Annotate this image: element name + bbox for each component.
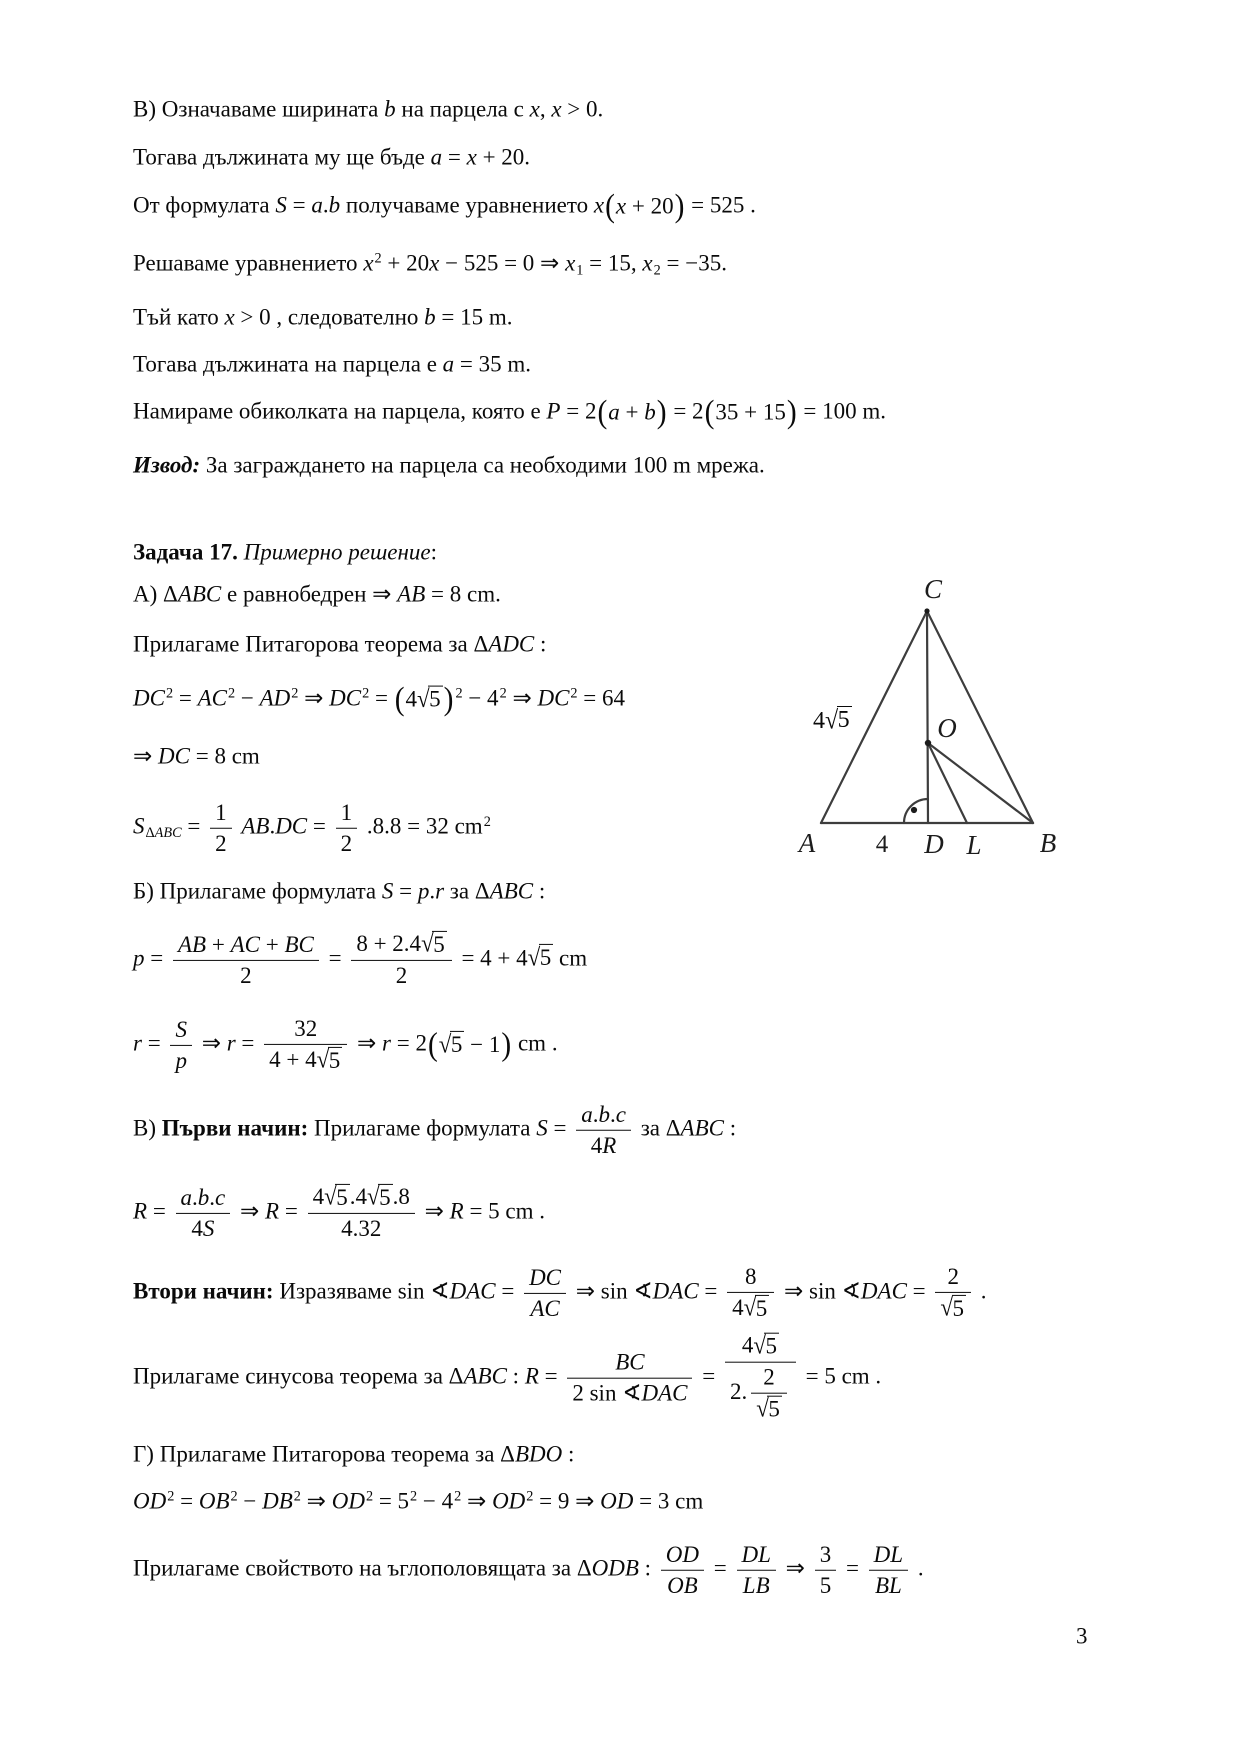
- line-solve-quadratic: Решаваме уравнението $x^2 + 20x - 525 = 0$ ⇒ x1 = 15, x2 = −35.: [133, 250, 727, 279]
- line-formula-equation: От формулата S = a.b получаваме уравнението x ( x + 20 ) = 525 .: [133, 188, 756, 225]
- triangle-diagram: [770, 565, 1100, 865]
- line-area-abc: SΔABC = $\frac{1}{2}$ AB.DC = $\frac{1}{2}$ .8.8 = 32 $cm^2$: [133, 799, 491, 856]
- line-length-expr: Тогава дължината му ще бъде a = x + 20.: [133, 144, 531, 170]
- line-bisector-property: Прилагаме свойството на ъглополовящата за ΔODB : $\frac{OD}{OB}$ = $\frac{DL}{LB}$ ⇒ $\frac{3}{5}$ = $\frac{DL}{BL}$ .: [133, 1541, 924, 1598]
- line-semi-perimeter: p = $\frac{AB + AC + BC}{2}$ = 8 + 2.4 √ 5 2 = 4 + 4 √ 5 cm: [133, 929, 588, 989]
- altitude-cd: [927, 611, 928, 823]
- line-v-first-way: В) Първи начин: Прилагаме формулата S = $\frac{a.b.c}{4R}$ за ΔABC :: [133, 1101, 737, 1158]
- point-c-dot: [924, 608, 929, 613]
- segment-label-4: 4: [875, 831, 889, 858]
- point-label-d: D: [924, 829, 944, 859]
- diagram-label-side-ac: 4 √ 5: [813, 706, 850, 736]
- line-second-way: Втори начин: Изразяваме sin ∢DAC = $\frac{DC}{AC}$ ⇒ sin ∢DAC = 8 4 √ 5 ⇒ sin ∢DAC = 2 √ 5 .: [133, 1263, 987, 1321]
- line-parcel-length: Тогава дължината на парцела е a = 35 m.: [133, 351, 532, 377]
- right-angle-dot: [911, 807, 917, 813]
- vertex-label-a: A: [798, 828, 816, 858]
- line-od-squared: $OD^2 = OB^2 - DB^2$ ⇒ $OD^2 = 5^2 - 4^2$ ⇒ $OD^2 = 9$ ⇒ OD = 3 cm: [133, 1488, 704, 1514]
- line-since-positive: Тъй като x > 0 , следователно b = 15 m.: [133, 304, 513, 330]
- segment-ol: [928, 743, 967, 823]
- page-number: 3: [1076, 1623, 1088, 1649]
- line-inradius: r = $\frac{S}{p}$ ⇒ r = 32 4 + 4 √ 5 ⇒ r = 2 ( √ 5 − 1 ) cm .: [133, 1015, 558, 1073]
- line-dc-squared: $DC^2 = AC^2 - AD^2$ ⇒ $DC^2$ = ( 4 √ 5 ) $^2 - 4^2$ ⇒ $DC^2 = 64$: [133, 681, 626, 718]
- segment-ob: [928, 743, 1033, 823]
- line-task17-heading: Задача 17. Примерно решение:: [133, 539, 438, 565]
- line-conclusion: Извод: За заграждането на парцела са необходими 100 m мрежа.: [133, 452, 765, 478]
- line-g-pythagoras-bdo: Г) Прилагаме Питагорова теорема за ΔBDO :: [133, 1441, 575, 1467]
- vertex-label-c: C: [923, 574, 943, 604]
- line-width-define: В) Означаваме ширината b на парцела с x, x > 0.: [133, 96, 604, 122]
- vertex-label-b: B: [1039, 828, 1057, 858]
- point-o-dot: [925, 740, 931, 746]
- line-circumradius: R = $\frac{a.b.c}{4S}$ ⇒ R = 4 √ 5 .4 √ 5 .8 4.32 ⇒ R = 5 cm .: [133, 1182, 546, 1242]
- line-a-isosceles: А) ΔABC е равнобедрен ⇒ AB = 8 cm.: [133, 581, 501, 607]
- line-perimeter: Намираме обиколката на парцела, която е P = 2 ( a + b ) = 2 ( 35 + 15 ) = 100 m.: [133, 394, 887, 431]
- line-dc-result: ⇒ DC = 8 cm: [133, 743, 260, 769]
- point-label-l: L: [966, 830, 982, 860]
- line-b-formula-spr: Б) Прилагаме формулата S = p.r за ΔABC :: [133, 878, 546, 904]
- point-label-o: O: [937, 713, 957, 743]
- line-pythagoras-adc: Прилагаме Питагорова теорема за ΔADC :: [133, 631, 547, 657]
- line-sine-theorem: Прилагаме синусова теорема за ΔABC : R = $\frac{BC}{\text{2 sin ∢DAC}}$ = 4 √ 5 2. 2 √ 5 = 5 cm .: [133, 1331, 882, 1422]
